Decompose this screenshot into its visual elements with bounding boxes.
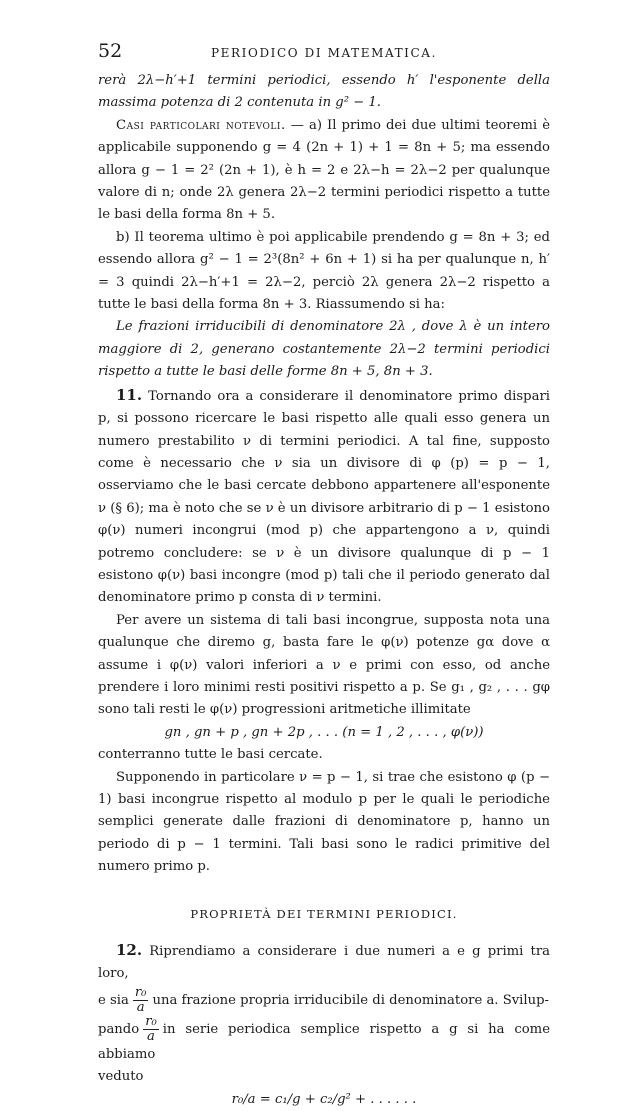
line-3-prefix: pando	[98, 1021, 140, 1037]
paragraph-continuation: rerà 2λ−h′+1 termini periodici, essendo h′ l'esponente della massima potenza di 2 contenuta in g² − 1.	[98, 73, 550, 111]
fraction-numerator-2: r₀	[145, 1013, 157, 1029]
line-3-suffix: in serie periodica semplice rispetto a g si ha come abbiamo	[98, 1021, 550, 1062]
paragraph-12-line-3	[98, 1015, 550, 1066]
fraction-denominator-2: a	[147, 1028, 155, 1044]
page-header	[98, 40, 550, 64]
paragraph-12-text: Riprendiamo a considerare i due numeri a e g primi tra loro,	[98, 944, 550, 982]
paragraph-11-text: Tornando ora a considerare il denominatore primo dispari p, si possono ricercare le basi rispetto alle quali esso genera un numero prestabilito ν di termini periodici. A tal fine, supposto come è necessario che ν sia un divisore di φ (p) = p − 1, osserviamo che le basi cercate debbono appartenere all'esponente ν (§ 6); ma è noto che se ν è un divisore arbitrario di p − 1 esistono φ(ν) numeri incongrui (mod p) che appartengono a ν, quindi potremo concludere: se ν è un divisore qualunque di p − 1 esistono φ(ν) basi incongre (mod p) tali che il periodo generato dal denominatore primo p consta di ν termini.	[98, 388, 550, 606]
fraction-numerator: r₀	[134, 984, 147, 1000]
fraction-r0-a	[133, 986, 149, 1015]
paragraph-special-cases	[98, 115, 550, 227]
line-2-suffix: una frazione propria irriducibile di denominatore a. Svilup-	[152, 992, 549, 1008]
running-title: PERIODICO DI MATEMATICA.	[211, 46, 437, 60]
special-cases-heading: Casi particolari notevoli.	[116, 117, 286, 133]
paragraph-primitive-roots: Supponendo in particolare ν = p − 1, si trae che esistono φ (p − 1) basi incongrue rispetto al modulo p per le quali le periodiche semplici generate dalle frazioni di denominatore p, hanno un periodo di p − 1 termini. Tali basi sono le radici primitive del numero primo p.	[98, 769, 550, 875]
fraction-denominator: a	[136, 999, 145, 1015]
paragraph-12	[98, 939, 550, 986]
paragraph-bases-system: Per avere un sistema di tali basi incongrue, supposta nota una qualunque che diremo g, basta fare le φ(ν) potenze gα dove α assume i φ(ν) valori inferiori a ν e primi con esso, od anche prendere i loro minimi resti positivi rispetto a p. Se g₁ , g₂ , . . . gφ sono tali resti le φ(ν) progressioni aritmetiche illimitate	[98, 612, 550, 718]
paragraph-case-b: b) Il teorema ultimo è poi applicabile prendendo g = 8n + 3; ed essendo allora g² − 1 = 2³(8n² + 6n + 1) si ha per qualunque n, h′ = 3 quindi 2λ−h′+1 = 2λ−2, perciò 2λ genera 2λ−2 rispetto a tutte le basi della forma 8n + 3. Riassumendo si ha:	[98, 229, 550, 313]
section-heading: PROPRIETÀ DEI TERMINI PERIODICI.	[190, 906, 458, 921]
fraction-r0-a-2	[143, 1015, 159, 1044]
paragraph-12-line-2	[98, 986, 550, 1015]
paragraph-11	[98, 384, 550, 610]
page-body	[98, 70, 550, 1111]
paragraph-12-line-4: veduto	[98, 1069, 144, 1085]
special-cases-text: — a) Il primo dei due ultimi teoremi è applicabile supponendo g = 4 (2n + 1) + 1 = 8n + 5; ma essendo allora g − 1 = 2² (2n + 1), è h = 2 e 2λ−h = 2λ−2 per qualunque valore di n; onde 2λ genera 2λ−2 termini periodici rispetto a tutte le basi della forma 8n + 5.	[98, 117, 550, 223]
theorem-statement: Le frazioni irriducibili di denominatore 2λ , dove λ è un intero maggiore di 2, generano costantemente 2λ−2 termini periodici rispetto a tutte le basi delle forme 8n + 5, 8n + 3.	[98, 319, 550, 380]
paragraph-number-11: 11.	[116, 385, 143, 404]
page-number: 52	[98, 40, 123, 62]
paragraph-number-12: 12.	[116, 941, 143, 960]
series-formula: r₀/a = c₁/g + c₂/g² + . . . . . .	[231, 1091, 417, 1107]
paragraph-conclusion: conterranno tutte le basi cercate.	[98, 747, 323, 763]
line-2-prefix: e sia	[98, 992, 129, 1008]
progressions-formula: gn , gn + p , gn + 2p , . . . (n = 1 , 2 , . . . , φ(ν))	[164, 724, 484, 740]
